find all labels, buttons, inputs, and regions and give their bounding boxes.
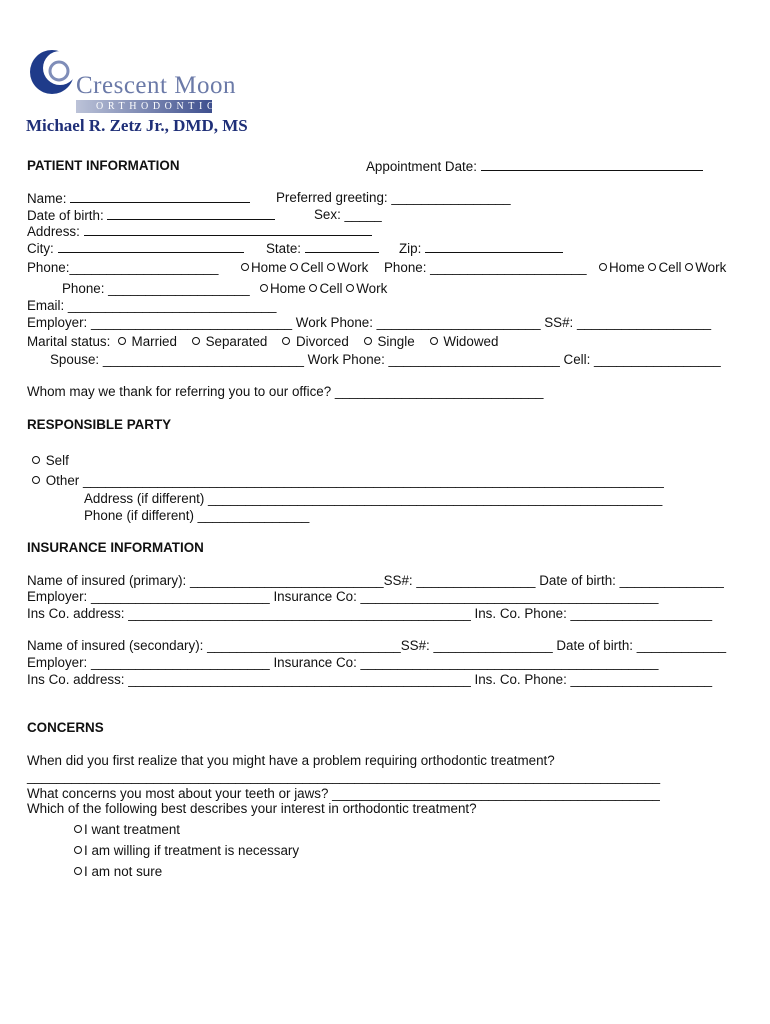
phone-2-options — [599, 260, 726, 276]
appointment-date-field[interactable]: Appointment Date: — [366, 158, 703, 175]
radio-cell[interactable]: Cell — [290, 260, 323, 275]
secondary-insured-row[interactable]: Name of insured (secondary): __________________________SS#: ________________ Date of birth: ____________ — [27, 638, 727, 653]
phone-field-1[interactable]: Phone:____________________ — [27, 260, 219, 275]
spouse-row[interactable]: Spouse: ___________________________ Work Phone: _______________________ Cell: _________________ — [50, 352, 721, 367]
primary-insco-row[interactable]: Ins Co. address: ______________________________________________ Ins. Co. Phone: ___________________ — [27, 606, 713, 621]
radio-cell[interactable]: Cell — [309, 281, 342, 296]
concern-answer-1[interactable]: _____________________________________________________________________________________ — [27, 769, 661, 784]
radio-willing-treatment[interactable]: I am willing if treatment is necessary — [74, 843, 299, 859]
radio-widowed[interactable]: Widowed — [430, 334, 499, 349]
radio-divorced[interactable]: Divorced — [282, 334, 349, 349]
name-field[interactable]: Name: — [27, 190, 250, 207]
responsible-phone-field[interactable]: Phone (if different) _______________ — [84, 508, 310, 523]
email-field[interactable]: Email: ____________________________ — [27, 298, 277, 313]
phone-field-2[interactable]: Phone: _____________________ — [384, 260, 587, 275]
section-responsible-party: RESPONSIBLE PARTY — [27, 417, 172, 432]
radio-home[interactable]: Home — [260, 281, 306, 296]
date-of-birth-field[interactable]: Date of birth: — [27, 207, 275, 224]
phone-3-options — [260, 281, 387, 297]
concern-question-3: Which of the following best describes your interest in orthodontic treatment? — [27, 801, 477, 816]
section-concerns: CONCERNS — [27, 720, 104, 735]
company-subtitle: ORTHODONTICS — [96, 101, 229, 112]
radio-single[interactable]: Single — [364, 334, 415, 349]
secondary-insco-row[interactable]: Ins Co. address: ______________________________________________ Ins. Co. Phone: ___________________ — [27, 672, 713, 687]
preferred-greeting-field[interactable]: Preferred greeting: ________________ — [276, 190, 511, 205]
radio-work[interactable]: Work — [685, 260, 726, 275]
radio-separated[interactable]: Separated — [192, 334, 268, 349]
doctor-name: Michael R. Zetz Jr., DMD, MS — [26, 116, 248, 135]
address-field[interactable]: Address: — [27, 223, 372, 240]
radio-want-treatment[interactable]: I want treatment — [74, 822, 180, 838]
primary-employer-row[interactable]: Employer: ________________________ Insurance Co: ________________________________________ — [27, 589, 659, 604]
radio-work[interactable]: Work — [346, 281, 387, 296]
city-field[interactable]: City: — [27, 240, 244, 257]
phone-1-options — [241, 260, 368, 276]
state-field[interactable]: State: — [266, 240, 379, 257]
marital-status-row — [27, 334, 498, 350]
secondary-employer-row[interactable]: Employer: ________________________ Insurance Co: ________________________________________ — [27, 655, 659, 670]
zip-field[interactable]: Zip: — [399, 240, 563, 257]
concern-question-2[interactable]: What concerns you most about your teeth or jaws? ____________________________________________ — [27, 786, 660, 801]
radio-not-sure[interactable]: I am not sure — [74, 864, 162, 880]
referral-field[interactable]: Whom may we thank for referring you to our office? ____________________________ — [27, 384, 544, 399]
concern-question-1: When did you first realize that you might have a problem requiring orthodontic treatment? — [27, 753, 555, 768]
section-patient-information: PATIENT INFORMATION — [27, 158, 180, 173]
radio-home[interactable]: Home — [599, 260, 645, 275]
marital-status-label: Marital status: — [27, 334, 111, 349]
radio-other[interactable]: Other ______________________________________________________________________________ — [32, 473, 664, 489]
company-name: Crescent Moon — [76, 72, 236, 99]
primary-insured-row[interactable]: Name of insured (primary): __________________________SS#: ________________ Date of birth: ______________ — [27, 573, 724, 588]
responsible-address-field[interactable]: Address (if different) _____________________________________________________________ — [84, 491, 663, 506]
practice-logo — [26, 36, 248, 136]
employer-row[interactable]: Employer: ___________________________ Work Phone: ______________________ SS#: __________________ — [27, 315, 712, 330]
phone-field-3[interactable]: Phone: ___________________ — [62, 281, 250, 296]
radio-married[interactable]: Married — [118, 334, 177, 349]
radio-self[interactable]: Self — [32, 453, 69, 469]
radio-work[interactable]: Work — [327, 260, 368, 275]
sex-field[interactable]: Sex: _____ — [314, 207, 382, 222]
radio-cell[interactable]: Cell — [648, 260, 681, 275]
radio-home[interactable]: Home — [241, 260, 287, 275]
section-insurance-information: INSURANCE INFORMATION — [27, 540, 204, 555]
